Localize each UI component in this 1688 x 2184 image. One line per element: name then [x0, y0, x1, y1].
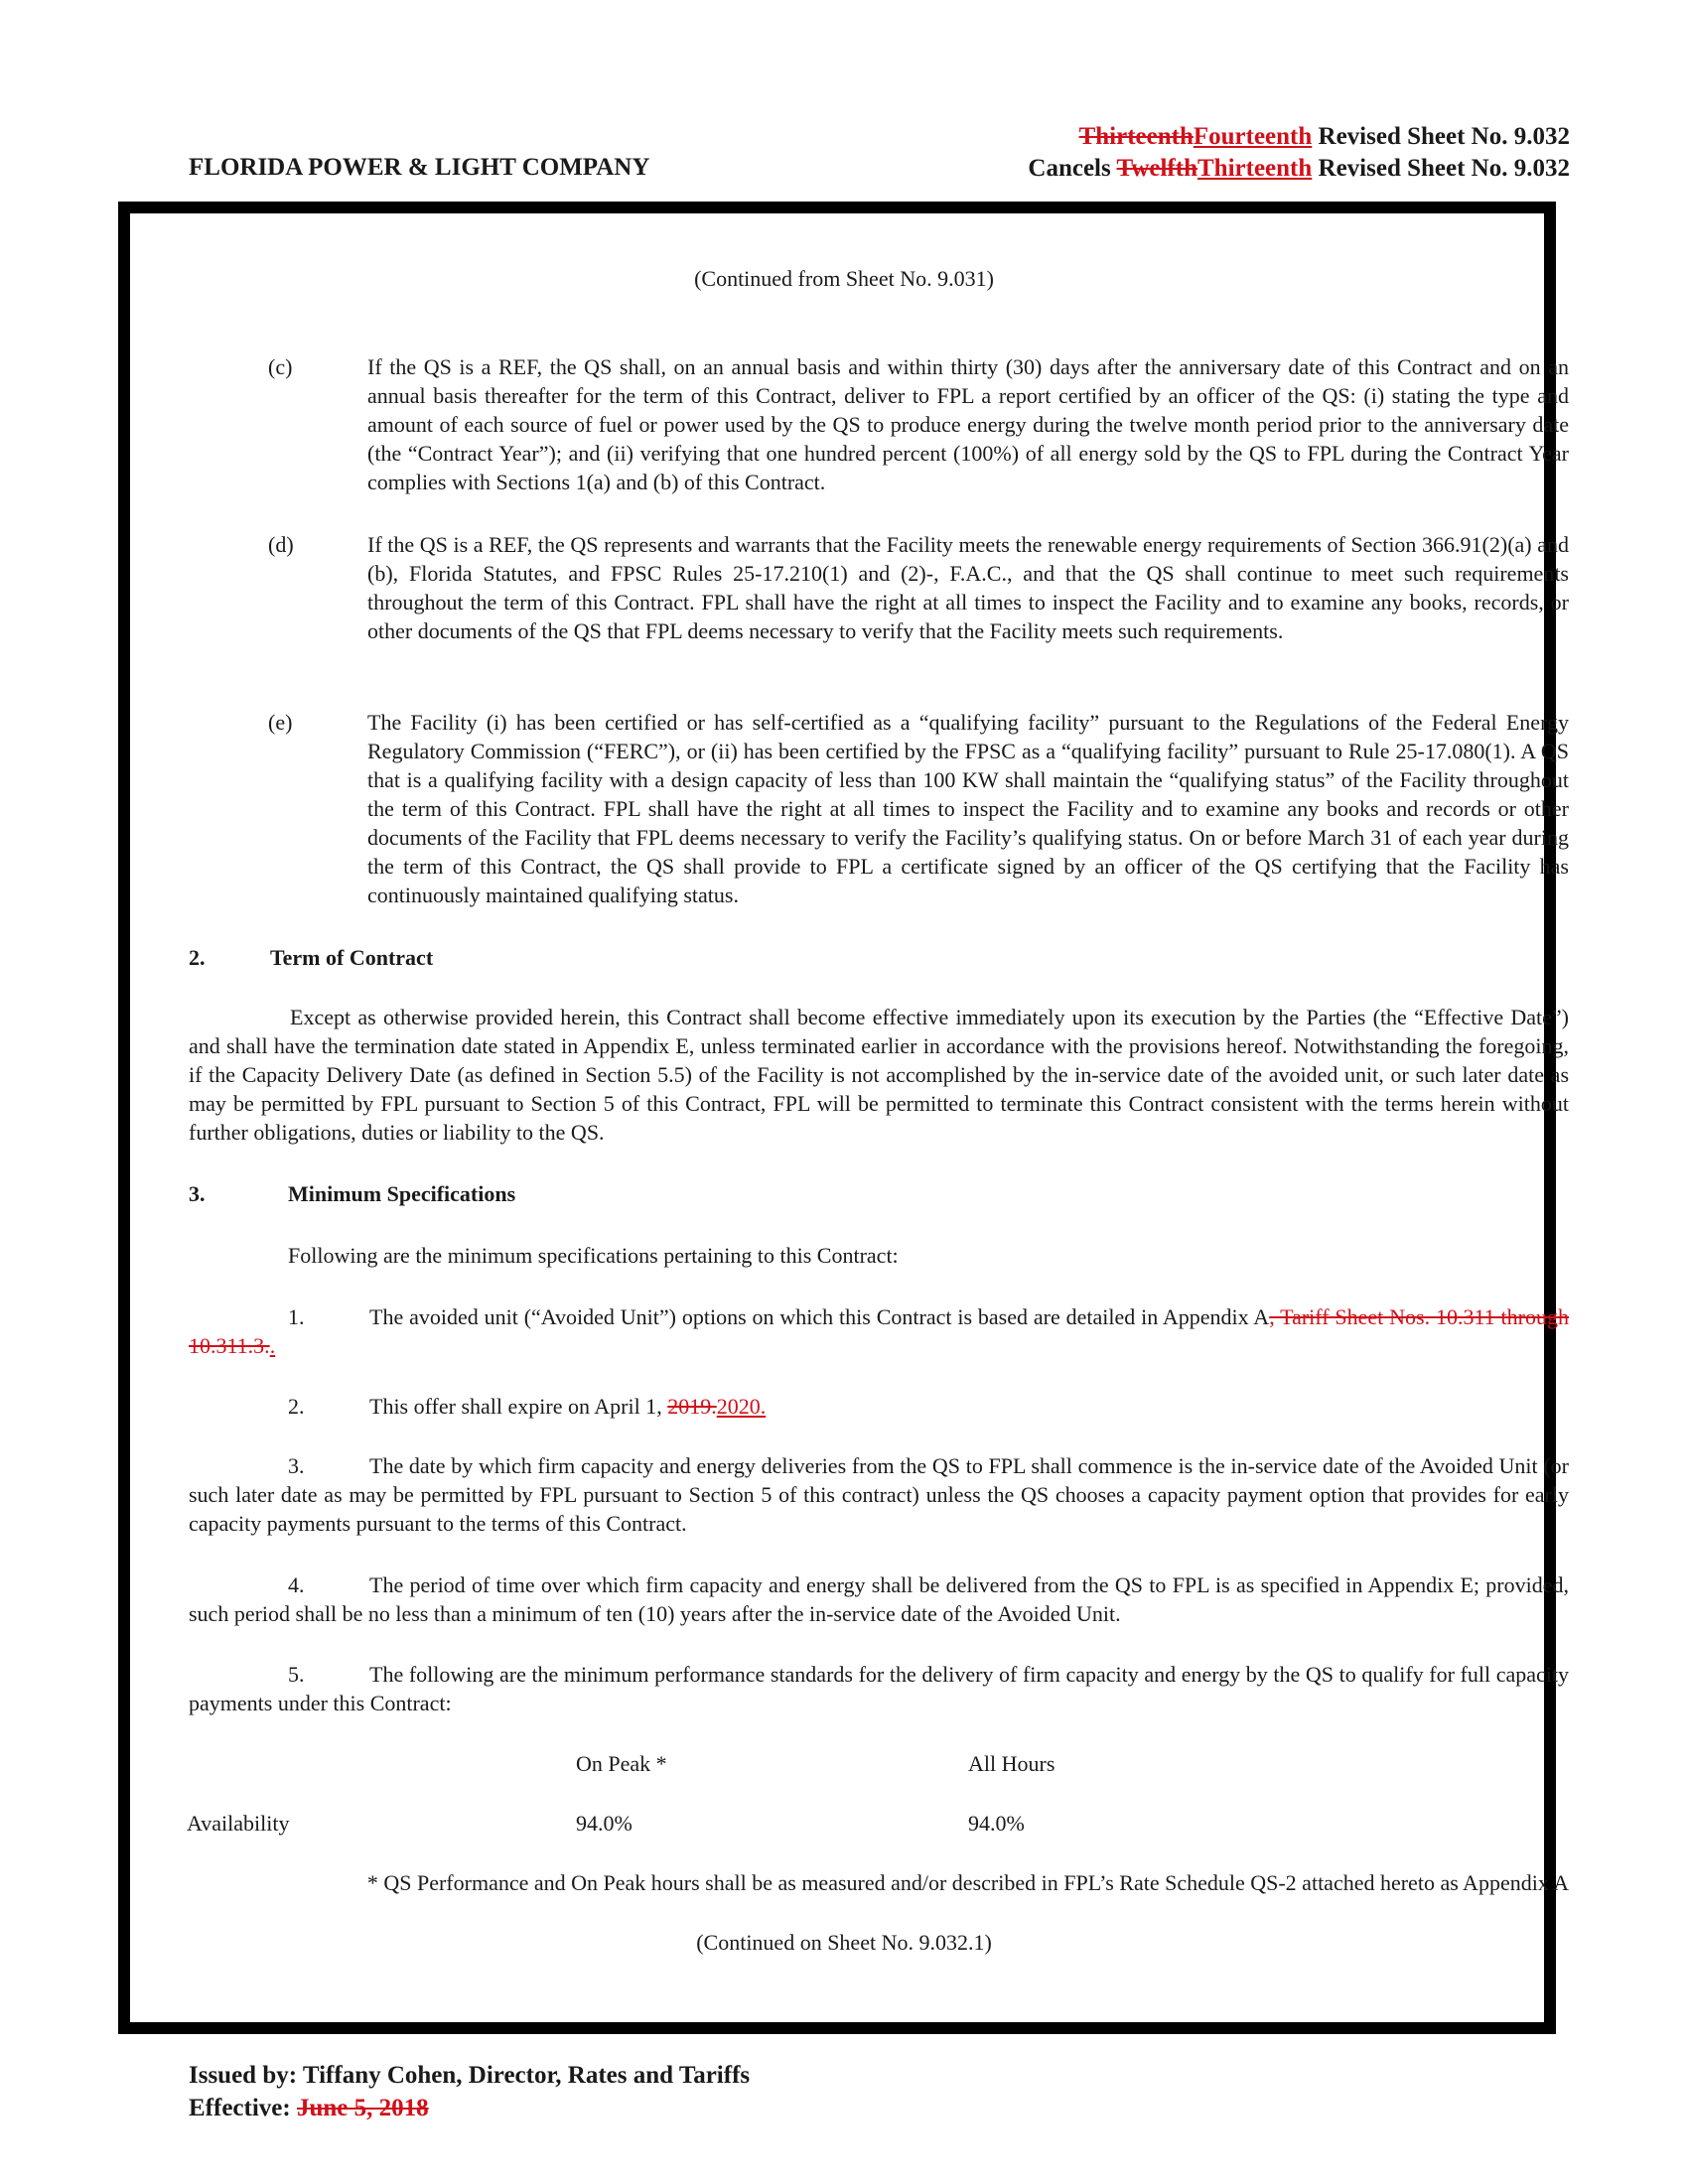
section-2-title: Term of Contract — [270, 945, 434, 970]
spec-item-1-deleted: , Tariff Sheet Nos. 10.311 through 10.311.3. — [189, 1304, 1569, 1358]
effective-label: Effective: — [189, 2095, 297, 2121]
clause-e-label: (e) — [268, 710, 293, 735]
issuance-footer — [189, 2059, 750, 2124]
clause-d-text: If the QS is a REF, the QS represents and warrants that the Facility meets the renewable energy requirements of Section 366.91(2)(a) and (b), Florida Statutes, and FPSC Rules 25-17.210(1) and (2)-, F.A.C., and that the QS shall continue to meet such requirements throughout the term of this Contract. FPL shall have the right at all times to inspect the Facility and to examine any books, records, or other documents of the QS that FPL deems necessary to verify that the Facility meets such requirements. — [367, 532, 1569, 643]
spec-item-5-text: The following are the minimum performance standards for the delivery of firm capacity and energy by the QS to qualify for full capacity payments under this Contract: — [189, 1662, 1569, 1715]
clause-c-text: If the QS is a REF, the QS shall, on an annual basis and within thirty (30) days after the anniversary date of this Contract and on an annual basis thereafter for the term of this Contract, deliver to FPL a report certified by an officer of the QS: (i) stating the type and amount of each source of fuel or power used by the QS to produce energy during the twelve month period prior to the anniversary date (the “Contract Year”); and (ii) verifying that one hundred percent (100%) of all energy sold by the QS to FPL during the Contract Year complies with Sections 1(a) and (b) of this Contract. — [367, 354, 1569, 494]
company-name: FLORIDA POWER & LIGHT COMPANY — [189, 154, 650, 181]
spec-item-1-number: 1. — [288, 1304, 305, 1329]
issued-by-label: Issued by: — [189, 2062, 303, 2089]
spec-item-1-inserted: . — [269, 1333, 276, 1358]
continued-on-note: (Continued on Sheet No. 9.032.1) — [696, 1930, 992, 1955]
cancels-prefix: Cancels — [1028, 155, 1117, 182]
continued-from-note: (Continued from Sheet No. 9.031) — [694, 266, 994, 291]
spec-item-3-number: 3. — [288, 1453, 305, 1478]
section-3-number: 3. — [189, 1181, 206, 1206]
spec-item-2-inserted: 2020. — [716, 1394, 767, 1419]
table-cell-all-hours: 94.0% — [968, 1811, 1025, 1836]
spec-item-5-number: 5. — [288, 1662, 305, 1687]
table-cell-on-peak: 94.0% — [576, 1811, 633, 1836]
effective-date-deleted: June 5, 2018 — [296, 2095, 429, 2121]
section-2-text: Except as otherwise provided herein, this Contract shall become effective immediately upon its execution by the Parties (the “Effective Date”) and shall have the termination date stated in Appendix E, unless terminated earlier in accordance with the provisions hereof. Notwithstanding the foregoing, if the Capacity Delivery Date (as defined in Section 5.5) of the Facility is not accomplished by the in-service date of the avoided unit, or such later date as may be permitted by FPL pursuant to Section 5 of this Contract, FPL will be permitted to terminate this Contract consistent with the terms herein without further obligations, duties or liability to the QS. — [189, 1005, 1569, 1145]
table-row-availability: Availability — [187, 1811, 290, 1836]
spec-item-2 — [189, 1392, 1569, 1421]
cancels-sheet-number: Revised Sheet No. 9.032 — [1312, 155, 1570, 182]
spec-item-2-text: This offer shall expire on April 1, — [369, 1394, 668, 1419]
inserted-revision: Fourteenth — [1193, 123, 1313, 150]
table-header-on-peak: On Peak * — [576, 1751, 667, 1776]
clause-d-label: (d) — [268, 532, 294, 557]
spec-item-3 — [189, 1451, 1569, 1538]
clause-e-text: The Facility (i) has been certified or has self-certified as a “qualifying facility” pursuant to the Regulations of the Federal Energy Regulatory Commission (“FERC”), or (ii) has been certified by the FPSC as a “qualifying facility” pursuant to Rule 25-17.080(1). A QS that is a qualifying facility with a design capacity of less than 100 KW shall maintain the “qualifying status” of the Facility throughout the term of this Contract. FPL shall have the right at all times to inspect the Facility and to examine any books and records or other documents of the Facility that FPL deems necessary to verify the Facility’s qualifying status. On or before March 31 of each year during the term of this Contract, the QS shall provide to FPL a certificate signed by an officer of the QS certifying that the Facility has continuously maintained qualifying status. — [367, 710, 1569, 907]
footnote: * QS Performance and On Peak hours shall be as measured and/or described in FPL’s Rate Schedule QS-2 attached hereto as Appendix A — [366, 1870, 1569, 1895]
spec-item-2-deleted: 2019. — [667, 1394, 717, 1419]
deleted-revision: Thirteenth — [1078, 123, 1194, 150]
inserted-cancelled-revision: Thirteenth — [1197, 155, 1313, 182]
sheet-revision-header — [1028, 121, 1570, 185]
issued-by-value: Tiffany Cohen, Director, Rates and Tariffs — [302, 2062, 751, 2089]
spec-item-5 — [189, 1660, 1569, 1717]
clause-c-label: (c) — [268, 354, 293, 379]
spec-item-4-number: 4. — [288, 1572, 305, 1597]
issued-by-line — [189, 2059, 750, 2092]
section-2-number: 2. — [189, 945, 206, 970]
deleted-cancelled-revision: Twelfth — [1116, 155, 1197, 182]
table-header-all-hours: All Hours — [968, 1751, 1055, 1776]
spec-item-4-text: The period of time over which firm capacity and energy shall be delivered from the QS to FPL is as specified in Appendix E; provided, such period shall be no less than a minimum of ten (10) years after the in-service date of the Avoided Unit. — [189, 1572, 1569, 1626]
spec-item-3-text: The date by which firm capacity and energy deliveries from the QS to FPL shall commence is the in-service date of the Avoided Unit (or such later date as may be permitted by FPL pursuant to Section 5 of this contract) unless the QS chooses a capacity payment option that provides for early capacity payments pursuant to the terms of this Contract. — [189, 1453, 1569, 1536]
spec-item-1-text: The avoided unit (“Avoided Unit”) options on which this Contract is based are detailed in Appendix A — [369, 1304, 1270, 1329]
spec-item-2-number: 2. — [288, 1394, 305, 1419]
cancels-sheet-line — [1028, 153, 1570, 185]
effective-line — [189, 2092, 750, 2124]
spec-item-4 — [189, 1570, 1569, 1628]
spec-item-1 — [189, 1302, 1569, 1360]
section-3-title: Minimum Specifications — [288, 1181, 516, 1206]
revised-sheet-number: Revised Sheet No. 9.032 — [1312, 123, 1570, 150]
section-3-intro: Following are the minimum specifications pertaining to this Contract: — [288, 1243, 899, 1268]
revised-sheet-line — [1028, 121, 1570, 153]
